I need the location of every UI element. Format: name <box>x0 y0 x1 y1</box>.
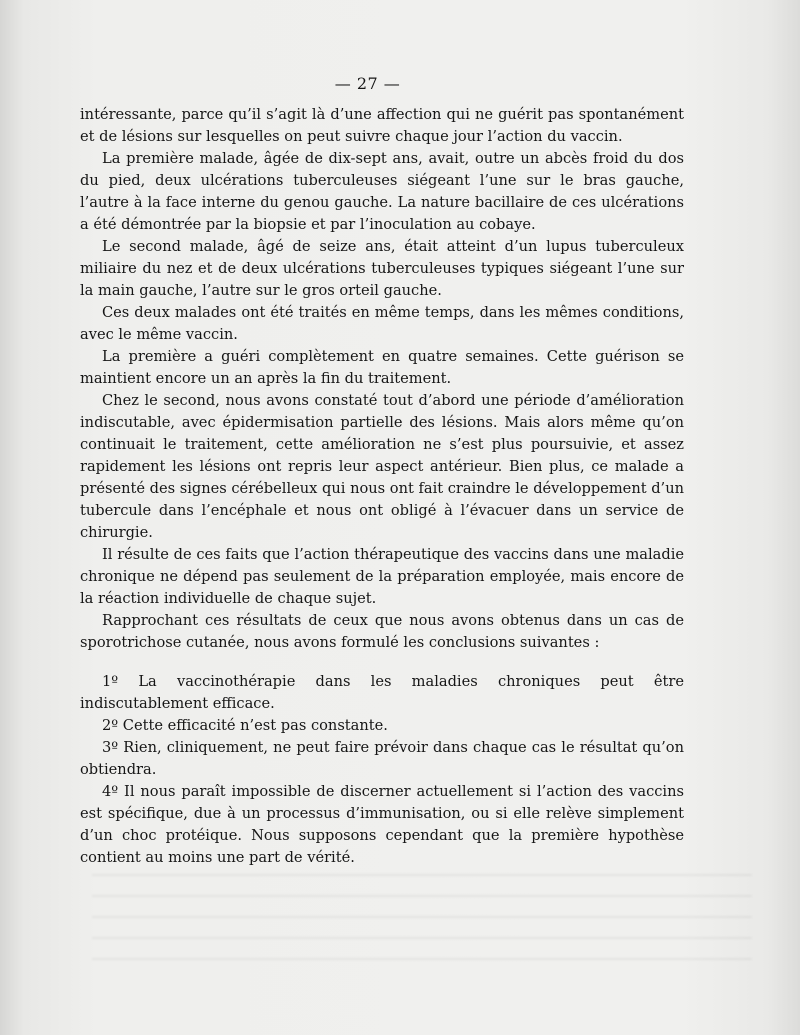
paragraph-second-outcome: Chez le second, nous avons constaté tout d’abord une période d’amélioration indiscutable, avec épidermisation partielle des lésions. Mais alors même qu’on continuait le traitement, cette amélioration ne s’est plus poursuivie, et assez rapidement les lésions ont repris leur aspect antérieur. Bien plus, ce malade a présenté des signes cérébelleux qui nous ont fait craindre le développement d’un tubercule dans l’encéphale et nous ont obligé à l’évacuer dans un service de chirurgie. <box>80 392 684 541</box>
conclusion-item: 1º La vaccinothérapie dans les maladies chroniques peut être indiscutablement efficace. <box>80 673 684 712</box>
paragraph-second-patient: Le second malade, âgé de seize ans, était atteint d’un lupus tuberculeux miliaire du nez et de deux ulcérations tuberculeuses typiques siégeant l’une sur la main gauche, l’autre sur le gros orteil gauche. <box>80 238 684 299</box>
paragraph-first-cured: La première a guéri complètement en quatre semaines. Cette guérison se maintient encore un an après la fin du traitement. <box>80 348 684 387</box>
body-text <box>80 104 684 869</box>
paragraph-result: Il résulte de ces faits que l’action thérapeutique des vaccins dans une maladie chronique ne dépend pas seulement de la préparation employée, mais encore de la réaction individuelle de chaque sujet. <box>80 546 684 607</box>
conclusion-item: 4º Il nous paraît impossible de discerner actuellement si l’action des vaccins est spécifique, due à un processus d’immunisation, ou si elle relève simplement d’un choc protéique. Nous supposons cependant que la première hypothèse contient au moins une part de vérité. <box>80 783 684 866</box>
show-through-texture <box>92 866 752 976</box>
paragraph-continuation: intéressante, parce qu’il s’agit là d’une affection qui ne guérit pas spontanément et de lésions sur lesquelles on peut suivre chaque jour l’action du vaccin. <box>80 106 684 145</box>
paragraph-same-treatment: Ces deux malades ont été traités en même temps, dans les mêmes conditions, avec le même vaccin. <box>80 304 684 343</box>
page-number: — 27 — <box>334 74 401 93</box>
conclusion-item: 2º Cette efficacité n’est pas constante. <box>102 717 388 734</box>
paragraph-first-patient: La première malade, âgée de dix-sept ans, avait, outre un abcès froid du dos du pied, deux ulcérations tuberculeuses siégeant l’une sur le bras gauche, l’autre à la face interne du genou gauche. La nature bacillaire de ces ulcérations a été démontrée par la biopsie et par l’inoculation au cobaye. <box>80 150 684 233</box>
paragraph-conclusions-intro: Rapprochant ces résultats de ceux que nous avons obtenus dans un cas de sporotrichose cutanée, nous avons formulé les conclusions suivantes : <box>80 612 684 651</box>
conclusion-item: 3º Rien, cliniquement, ne peut faire prévoir dans chaque cas le résultat qu’on obtiendra. <box>80 739 684 778</box>
